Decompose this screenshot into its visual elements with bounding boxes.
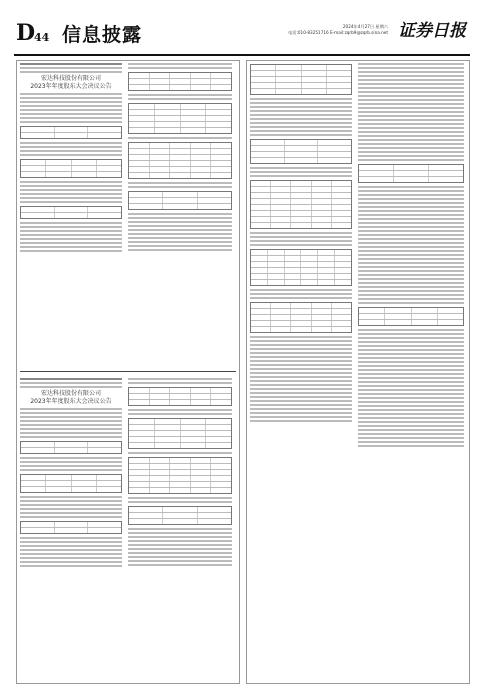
- notice-company: 宏达科技股份有限公司: [40, 390, 101, 397]
- notice-company: 宏达科技股份有限公司: [40, 75, 101, 82]
- section-title: 信息披露: [62, 24, 143, 46]
- newspaper-logo: 证券日报: [398, 21, 466, 41]
- notice-bottom: [17, 376, 239, 682]
- left-column: [16, 60, 240, 684]
- page-letter: D: [16, 20, 36, 46]
- notice-title: 2023年年度股东大会决议公告: [30, 83, 112, 90]
- header-contact: 电话:010-83251716 E-mail:zqrb9@zqrb.sina.net: [288, 30, 388, 35]
- notice-title: 2023年年度股东大会决议公告: [30, 398, 112, 405]
- header-date: 2024年4月27日 星期六: [342, 24, 388, 29]
- right-column: [246, 60, 470, 684]
- header-meta: [218, 24, 388, 36]
- page-header: [14, 14, 470, 56]
- page-number: 44: [34, 31, 50, 44]
- notice-top: [17, 61, 239, 367]
